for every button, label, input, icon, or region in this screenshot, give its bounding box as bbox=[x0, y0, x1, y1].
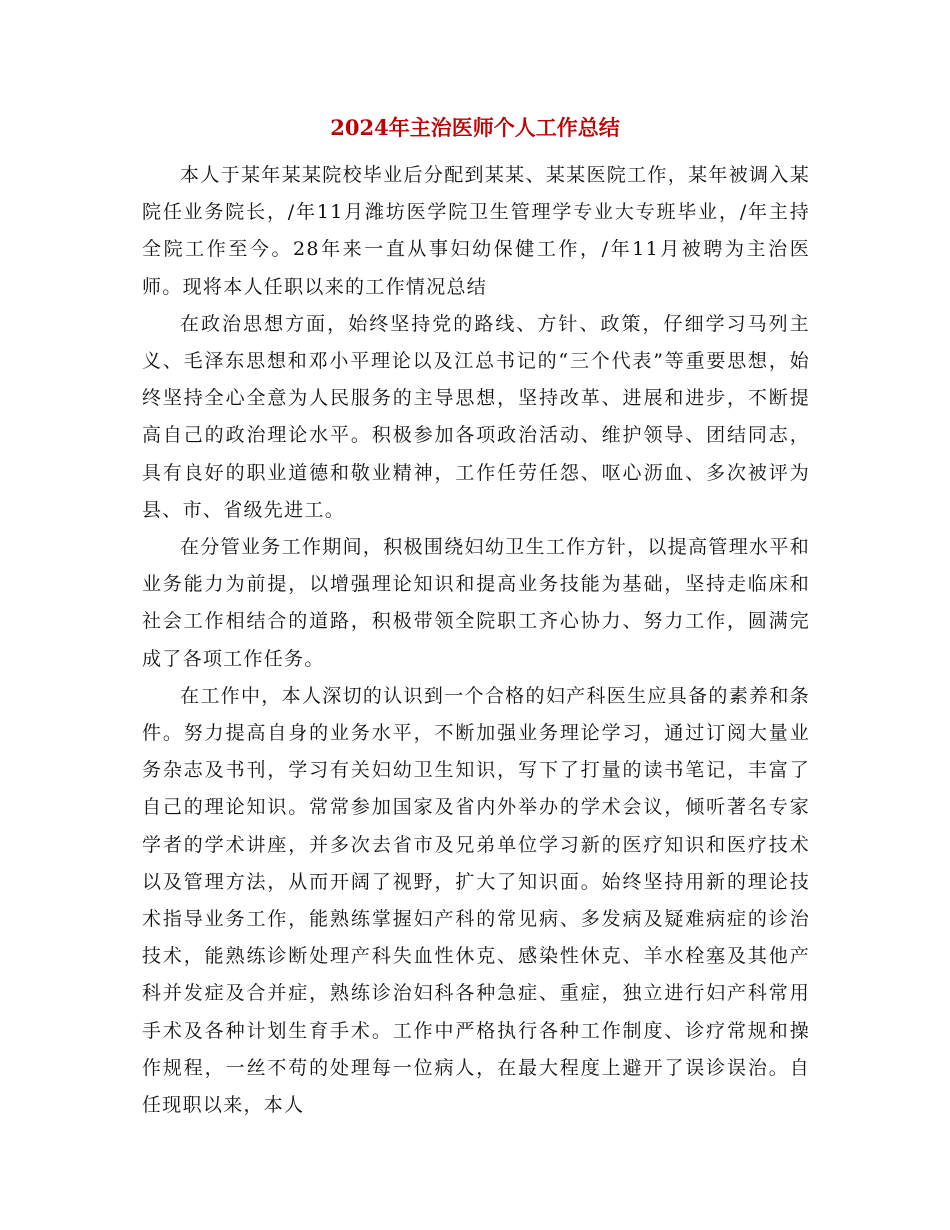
paragraph-political: 在政治思想方面，始终坚持党的路线、方针、政策，仔细学习马列主义、毛泽东思想和邓小平理论以及江总书记的“三个代表”等重要思想，始终坚持全心全意为人民服务的主导思想，坚持改革、进展和进步，不断提高自己的政治理论水平。积极参加各项政治活动、维护领导、团结同志，具有良好的职业道德和敬业精神，工作任劳任怨、呕心沥血、多次被评为县、市、省级先进工。 bbox=[142, 312, 810, 521]
document-title: 2024年主治医师个人工作总结 bbox=[330, 115, 620, 140]
document-body bbox=[142, 157, 810, 1124]
paragraph-intro: 本人于某年某某院校毕业后分配到某某、某某医院工作，某年被调入某院任业务院长，/年11月潍坊医学院卫生管理学专业大专班毕业，/年主持全院工作至今。28年来一直从事妇幼保健工作，/年11月被聘为主治医师。现将本人任职以来的工作情况总结 bbox=[142, 164, 810, 298]
paragraph-management: 在分管业务工作期间，积极围绕妇幼卫生工作方针，以提高管理水平和业务能力为前提，以增强理论知识和提高业务技能为基础，坚持走临床和社会工作相结合的道路，积极带领全院职工齐心协力、努力工作，圆满完成了各项工作任务。 bbox=[142, 536, 810, 670]
paragraph-work: 在工作中，本人深切的认识到一个合格的妇产科医生应具备的素养和条件。努力提高自身的业务水平，不断加强业务理论学习，通过订阅大量业务杂志及书刊，学习有关妇幼卫生知识，写下了打量的读书笔记，丰富了自己的理论知识。常常参加国家及省内外举办的学术会议，倾听著名专家学者的学术讲座，并多次去省市及兄弟单位学习新的医疗知识和医疗技术以及管理方法，从而开阔了视野，扩大了知识面。始终坚持用新的理论技术指导业务工作，能熟练掌握妇产科的常见病、多发病及疑难病症的诊治技术，能熟练诊断处理产科失血性休克、感染性休克、羊水栓塞及其他产科并发症及合并症，熟练诊治妇科各种急症、重症，独立进行妇产科常用手术及各种计划生育手术。工作中严格执行各种工作制度、诊疗常规和操作规程，一丝不苟的处理每一位病人，在最大程度上避开了误诊误治。自任现职以来，本人 bbox=[142, 684, 810, 1117]
